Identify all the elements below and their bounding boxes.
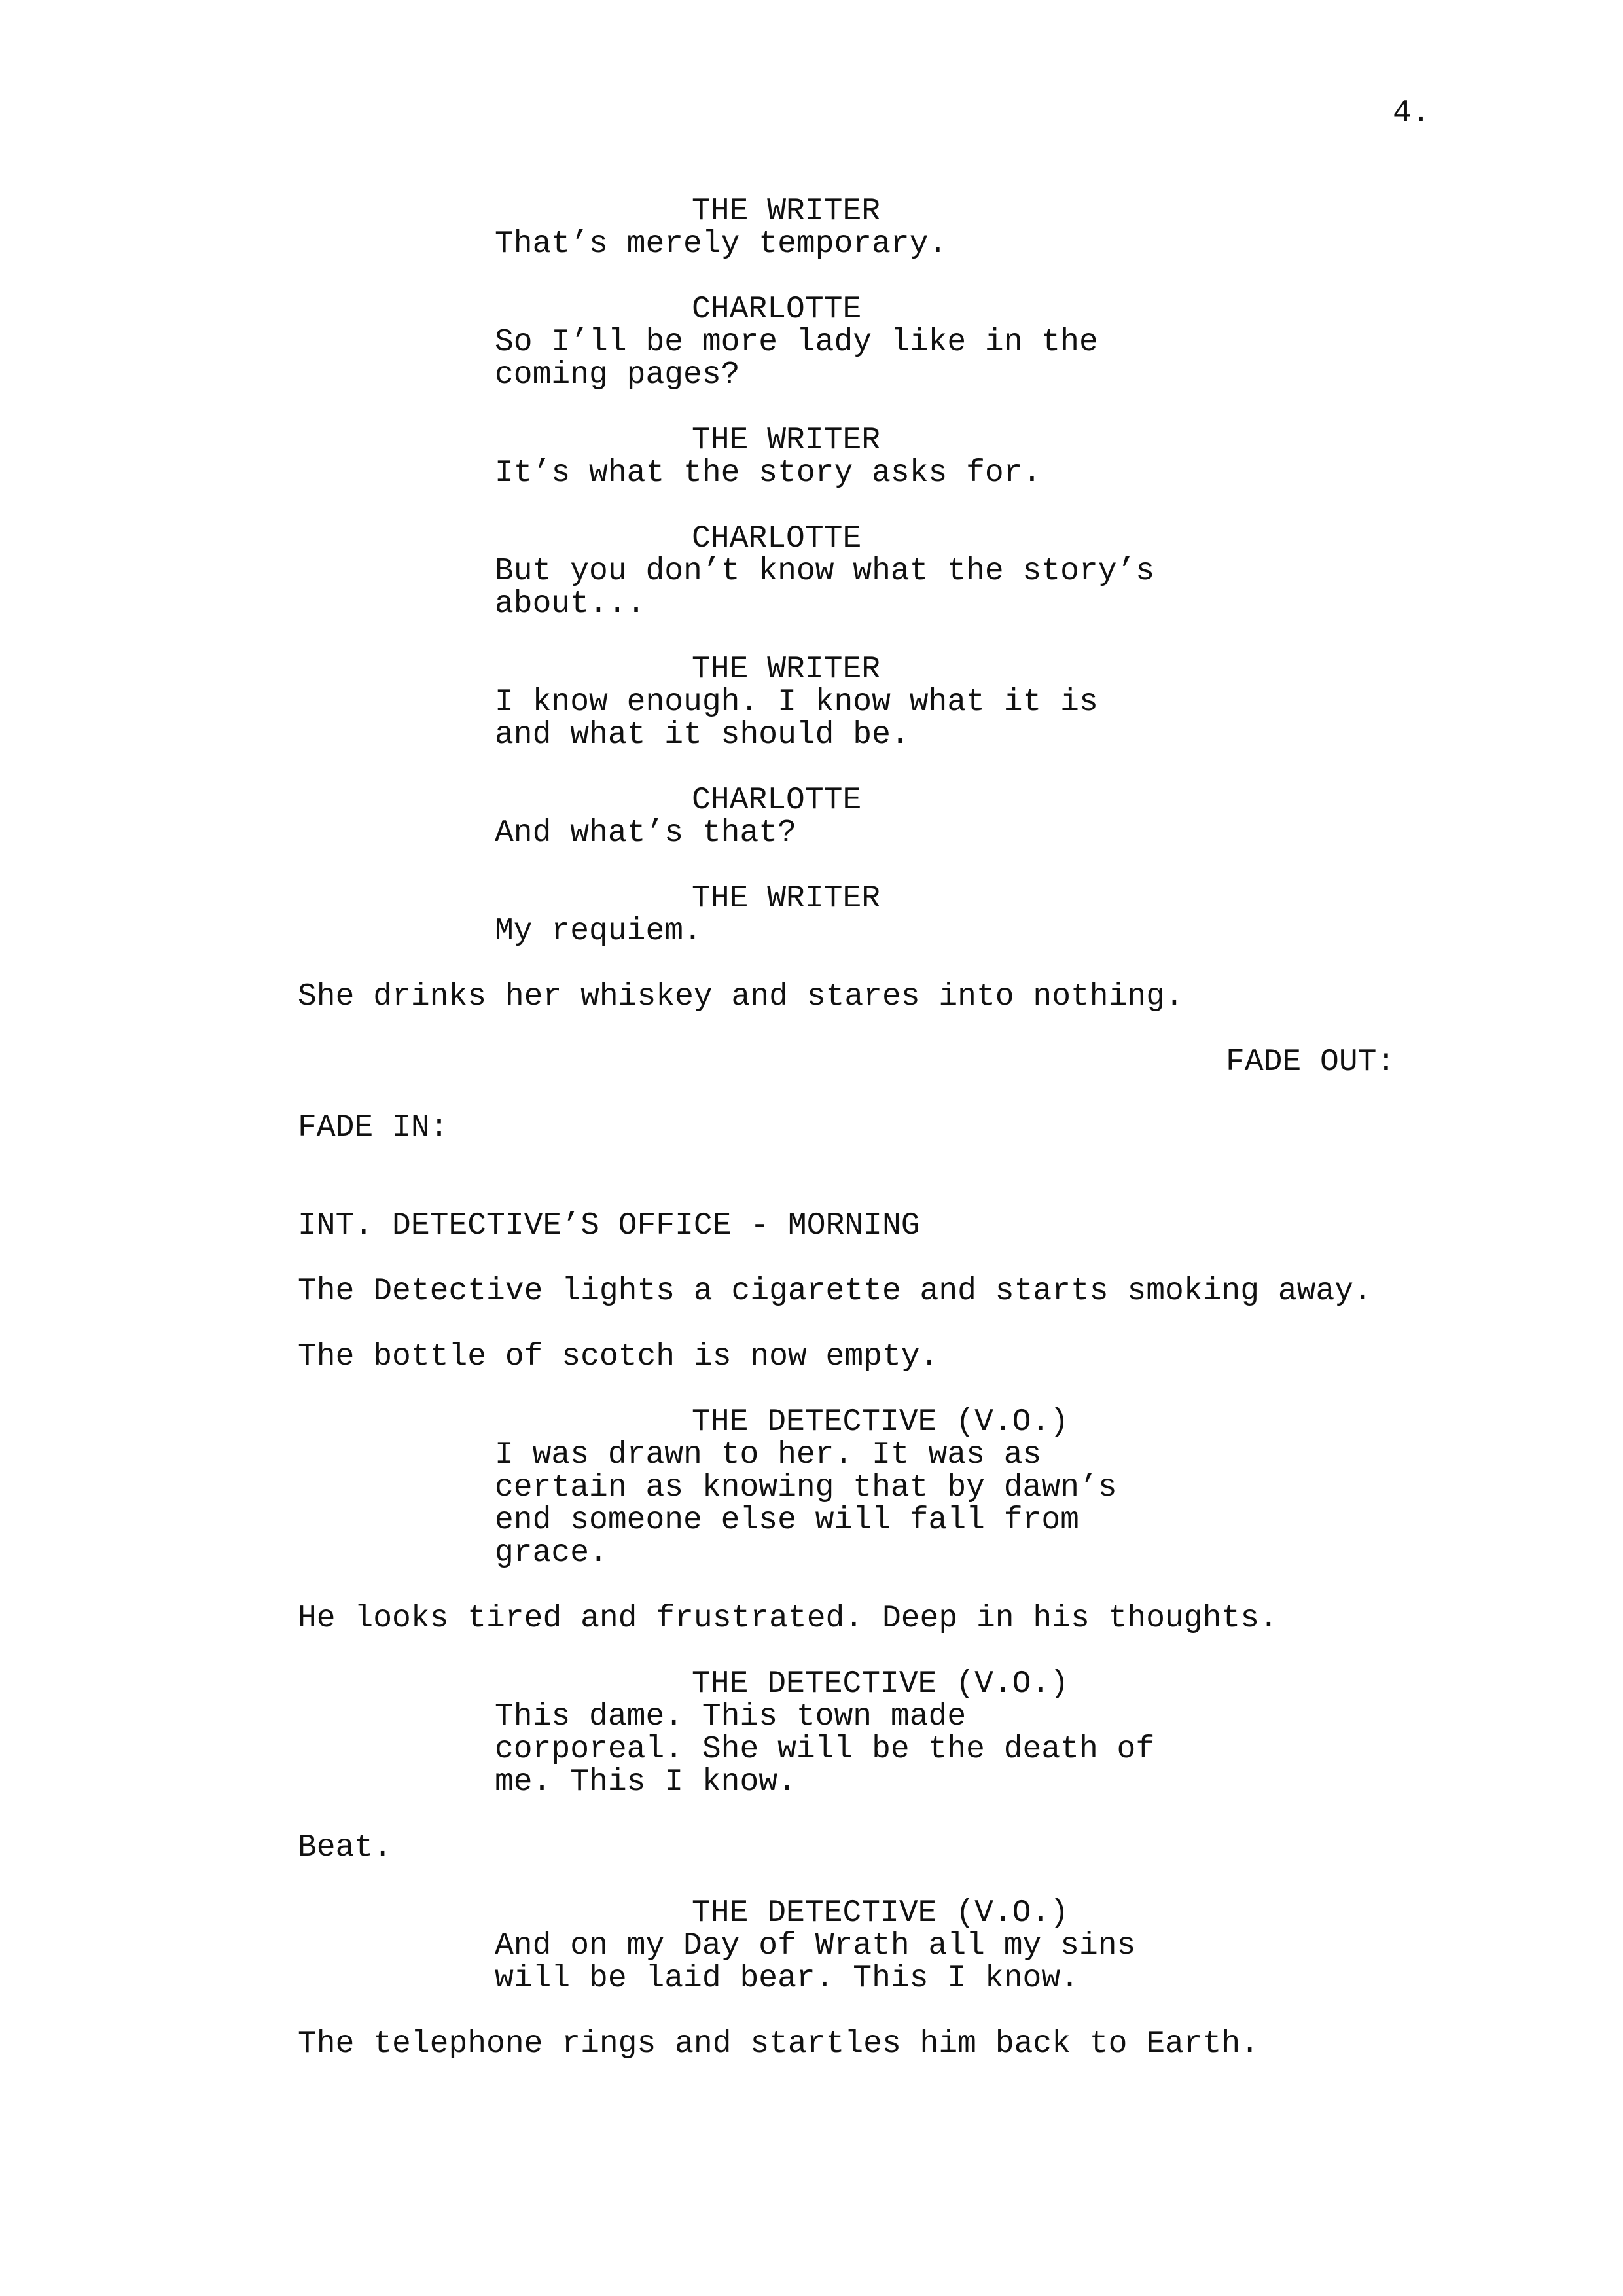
action-line: The bottle of scotch is now empty.: [298, 1339, 939, 1374]
dialogue-line: grace.: [495, 1535, 608, 1571]
dialogue-line: corporeal. She will be the death of: [495, 1732, 1155, 1767]
dialogue-line: I know enough. I know what it is: [495, 685, 1098, 720]
character-name: THE WRITER: [692, 881, 881, 916]
dialogue-line: It’s what the story asks for.: [495, 456, 1042, 491]
transition-fade-out: FADE OUT:: [1226, 1045, 1396, 1080]
transition-fade-in: FADE IN:: [298, 1110, 449, 1145]
character-name: THE WRITER: [692, 423, 881, 458]
dialogue-line: My requiem.: [495, 914, 702, 949]
dialogue-line: So I’ll be more lady like in the: [495, 325, 1098, 360]
dialogue-line: But you don’t know what the story’s: [495, 554, 1155, 589]
dialogue-line: And on my Day of Wrath all my sins: [495, 1928, 1136, 1964]
action-line: Beat.: [298, 1830, 393, 1865]
action-line: The Detective lights a cigarette and starts smoking away.: [298, 1274, 1372, 1309]
character-name: THE WRITER: [692, 194, 881, 229]
dialogue-line: This dame. This town made: [495, 1699, 967, 1734]
dialogue-line: will be laid bear. This I know.: [495, 1961, 1079, 1996]
character-name: CHARLOTTE: [692, 292, 862, 327]
character-name: THE DETECTIVE (V.O.): [692, 1895, 1069, 1931]
character-name: THE WRITER: [692, 652, 881, 687]
dialogue-line: I was drawn to her. It was as: [495, 1437, 1042, 1473]
page-number: 4.: [1393, 96, 1431, 131]
dialogue-line: end someone else will fall from: [495, 1503, 1079, 1538]
scene-heading: INT. DETECTIVE’S OFFICE - MORNING: [298, 1208, 920, 1244]
dialogue-line: coming pages?: [495, 357, 740, 393]
character-name: CHARLOTTE: [692, 521, 862, 556]
dialogue-line: me. This I know.: [495, 1765, 796, 1800]
dialogue-line: about...: [495, 586, 646, 622]
dialogue-line: That’s merely temporary.: [495, 226, 948, 262]
character-name: THE DETECTIVE (V.O.): [692, 1666, 1069, 1702]
dialogue-line: certain as knowing that by dawn’s: [495, 1470, 1117, 1505]
action-line: She drinks her whiskey and stares into nothing.: [298, 979, 1184, 1014]
dialogue-line: and what it should be.: [495, 717, 910, 753]
action-line: The telephone rings and startles him back to Earth.: [298, 2026, 1260, 2062]
character-name: CHARLOTTE: [692, 783, 862, 818]
character-name: THE DETECTIVE (V.O.): [692, 1405, 1069, 1440]
dialogue-line: And what’s that?: [495, 816, 796, 851]
action-line: He looks tired and frustrated. Deep in his thoughts.: [298, 1601, 1278, 1636]
